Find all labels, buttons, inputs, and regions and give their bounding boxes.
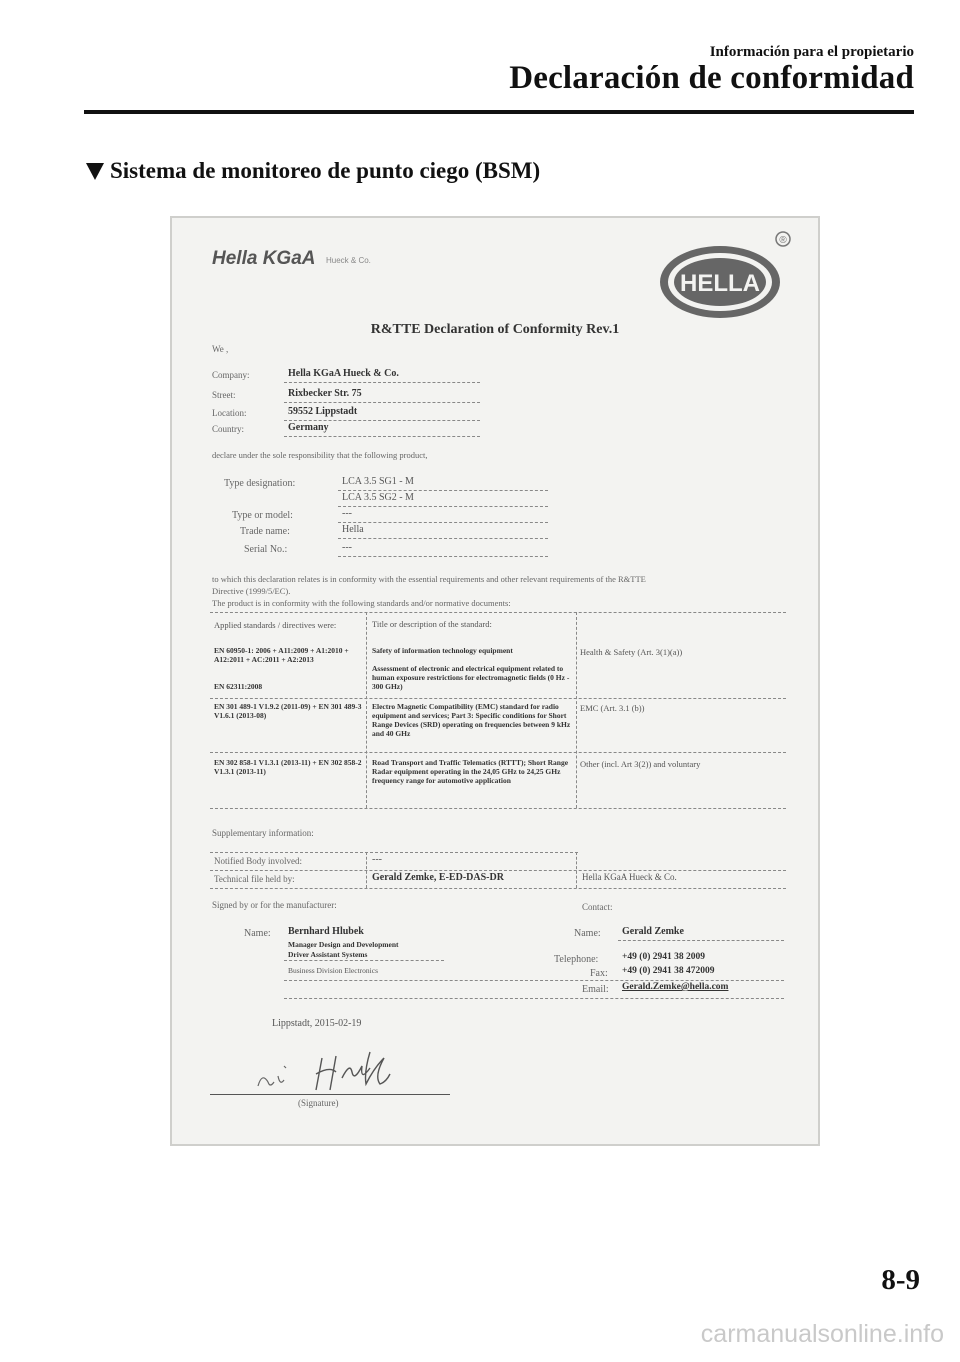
- type-model-label: Type or model:: [232, 510, 293, 521]
- table-header-mid: Title or description of the standard:: [372, 619, 492, 629]
- notified-body-label: Notified Body involved:: [214, 856, 302, 866]
- table-row-1-left: EN 60950-1: 2006 + A11:2009 + A1:2010 + A12:2011 + AC:2011 + A2:2013: [214, 646, 349, 664]
- contact-telephone-label: Telephone:: [554, 954, 599, 965]
- table-row-1-mid-1: Safety of information technology equipment: [372, 646, 513, 655]
- notified-body-value: ---: [372, 854, 382, 865]
- hella-logo-text: HELLA: [680, 270, 760, 297]
- company-name: Hella KGaA: [212, 248, 316, 269]
- page-title: Declaración de conformidad: [509, 60, 914, 96]
- location-value: 59552 Lippstadt: [288, 406, 358, 417]
- signer-name: Bernhard Hlubek: [288, 926, 364, 937]
- signature: [252, 1046, 432, 1096]
- contact-name-label: Name:: [574, 928, 601, 939]
- signed-by-label: Signed by or for the manufacturer:: [212, 900, 337, 910]
- header-rule: [84, 110, 914, 114]
- contact-telephone: +49 (0) 2941 38 2009: [622, 952, 705, 962]
- table-row-2-mid: Electro Magnetic Compatibility (EMC) standard for radio equipment and services; Part 3: Specific conditions for Short Range Devices (SRD) operating on frequencies between 9 kHz and 40 GHz: [372, 702, 571, 738]
- supplementary-label: Supplementary information:: [212, 828, 314, 838]
- table-row-3-left: EN 302 858-1 V1.3.1 (2013-11) + EN 302 858-2 V1.3.1 (2013-11): [214, 758, 362, 776]
- country-label: Country:: [212, 424, 245, 434]
- contact-fax-label: Fax:: [590, 968, 608, 979]
- contact-email-label: Email:: [582, 984, 609, 995]
- company-name-small: Hueck & Co.: [326, 256, 371, 265]
- signer-role-1: Manager Design and Development: [288, 940, 399, 949]
- section-title: Sistema de monitoreo de punto ciego (BSM): [110, 158, 541, 183]
- contact-fax: +49 (0) 2941 38 472009: [622, 966, 715, 976]
- location-label: Location:: [212, 408, 247, 418]
- company-value: Hella KGaA Hueck & Co.: [288, 368, 399, 379]
- document-title: R&TTE Declaration of Conformity Rev.1: [370, 322, 620, 337]
- country-value: Germany: [288, 422, 329, 433]
- contact-label: Contact:: [582, 902, 613, 912]
- conformity-text-1: to which this declaration relates is in conformity with the essential requirements and other relevant requirements of the R&TTE: [212, 574, 646, 584]
- conformity-text-2: Directive (1999/5/EC).: [212, 586, 291, 596]
- watermark: carmanualsonline.info: [700, 1320, 944, 1348]
- table-row-3-mid: Road Transport and Traffic Telematics (RTTT); Short Range Radar equipment operating in the 24,05 GHz to 24,25 GHz frequency range for automotive application: [372, 758, 569, 785]
- signer-role-3: Business Division Electronics: [288, 966, 378, 975]
- conformity-text-3: The product is in conformity with the following standards and/or normative documents:: [212, 598, 511, 608]
- company-label: Company:: [212, 370, 250, 380]
- table-header-left: Applied standards / directives were:: [214, 620, 337, 630]
- serial-no-label: Serial No.:: [244, 544, 288, 555]
- type-designation-value-2: LCA 3.5 SG2 - M: [342, 492, 414, 503]
- we-label: We ,: [212, 344, 229, 354]
- header-subtitle: Información para el propietario: [709, 44, 914, 60]
- contact-name: Gerald Zemke: [622, 926, 684, 937]
- page-number: 8-9: [881, 1264, 920, 1296]
- table-row-1-mid-2: Assessment of electronic and electrical equipment related to human exposure restrictions for electromagnetic fields (0 Hz - 300 GHz): [372, 664, 570, 691]
- table-row-1-right: Health & Safety (Art. 3(1)(a)): [580, 647, 683, 657]
- street-label: Street:: [212, 390, 236, 400]
- standards-table: [172, 218, 818, 1144]
- technical-file-company: Hella KGaA Hueck & Co.: [582, 872, 677, 882]
- serial-no-value: ---: [342, 542, 352, 553]
- place-date: Lippstadt, 2015-02-19: [272, 1018, 362, 1029]
- registered-mark: ®: [779, 235, 787, 246]
- signer-role-2: Driver Assistant Systems: [288, 950, 368, 959]
- declare-text: declare under the sole responsibility that the following product,: [212, 450, 428, 460]
- table-row-3-right: Other (incl. Art 3(2)) and voluntary: [580, 759, 701, 769]
- type-designation-value-1: LCA 3.5 SG1 - M: [342, 476, 414, 487]
- trade-name-value: Hella: [342, 524, 364, 535]
- declaration-document: [170, 216, 820, 1146]
- table-row-1-left-2: EN 62311:2008: [214, 682, 263, 691]
- type-designation-label: Type designation:: [224, 478, 296, 489]
- table-row-2-right: EMC (Art. 3.1 (b)): [580, 703, 645, 713]
- contact-email: Gerald.Zemke@hella.com: [622, 982, 729, 992]
- technical-file-value: Gerald Zemke, E-ED-DAS-DR: [372, 872, 504, 883]
- signer-name-label: Name:: [244, 928, 271, 939]
- section-heading: [86, 158, 540, 184]
- technical-file-label: Technical file held by:: [214, 874, 295, 884]
- street-value: Rixbecker Str. 75: [288, 388, 362, 399]
- type-model-value: ---: [342, 508, 352, 519]
- trade-name-label: Trade name:: [240, 526, 290, 537]
- table-row-2-left: EN 301 489-1 V1.9.2 (2011-09) + EN 301 489-3 V1.6.1 (2013-08): [214, 702, 362, 720]
- triangle-down-icon: [86, 163, 104, 180]
- signature-label: (Signature): [298, 1098, 339, 1108]
